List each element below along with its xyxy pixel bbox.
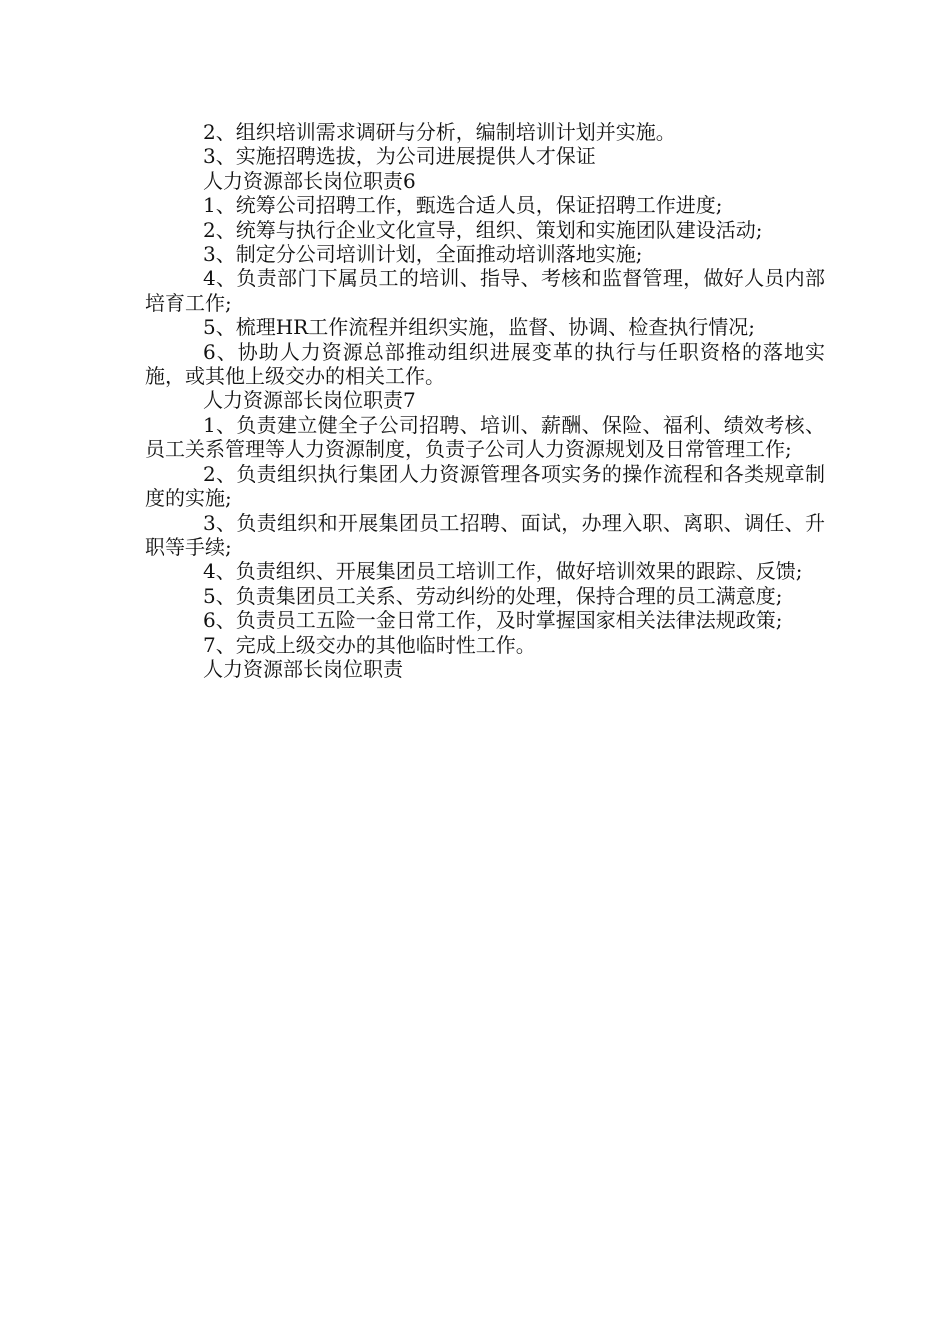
paragraph: 3、负责组织和开展集团员工招聘、面试，办理入职、离职、调任、升职等手续; <box>145 510 825 559</box>
paragraph: 4、负责组织、开展集团员工培训工作，做好培训效果的跟踪、反馈; <box>203 559 803 584</box>
paragraph: 2、统筹与执行企业文化宣导，组织、策划和实施团队建设活动; <box>203 217 763 242</box>
paragraph: 6、协助人力资源总部推动组织进展变革的执行与任职资格的落地实施，或其他上级交办的相关工作。 <box>145 339 825 389</box>
paragraph: 5、梳理HR工作流程并组织实施，监督、协调、检查执行情况; <box>203 315 755 340</box>
paragraph: 3、制定分公司培训计划，全面推动培训落地实施; <box>203 242 643 267</box>
paragraph: 1、负责建立健全子公司招聘、培训、薪酬、保险、福利、绩效考核、员工关系管理等人力资源制度，负责子公司人力资源规划及日常管理工作; <box>145 412 825 462</box>
paragraph: 1、统筹公司招聘工作，甄选合适人员，保证招聘工作进度; <box>203 193 723 218</box>
section-heading: 人力资源部长岗位职责6 <box>203 168 416 193</box>
paragraph: 5、负责集团员工关系、劳动纠纷的处理，保持合理的员工满意度; <box>203 583 783 608</box>
section-heading: 人力资源部长岗位职责 <box>203 656 403 681</box>
paragraph: 3、实施招聘选拔，为公司进展提供人才保证 <box>203 144 596 169</box>
section-heading: 人力资源部长岗位职责7 <box>203 388 416 413</box>
paragraph: 6、负责员工五险一金日常工作，及时掌握国家相关法律法规政策; <box>203 608 783 633</box>
document-body <box>145 120 825 681</box>
paragraph: 4、负责部门下属员工的培训、指导、考核和监督管理，做好人员内部培育工作; <box>145 266 825 315</box>
paragraph: 2、负责组织执行集团人力资源管理各项实务的操作流程和各类规章制度的实施; <box>145 461 825 511</box>
paragraph: 7、完成上级交办的其他临时性工作。 <box>203 632 536 657</box>
paragraph: 2、组织培训需求调研与分析，编制培训计划并实施。 <box>203 120 676 144</box>
